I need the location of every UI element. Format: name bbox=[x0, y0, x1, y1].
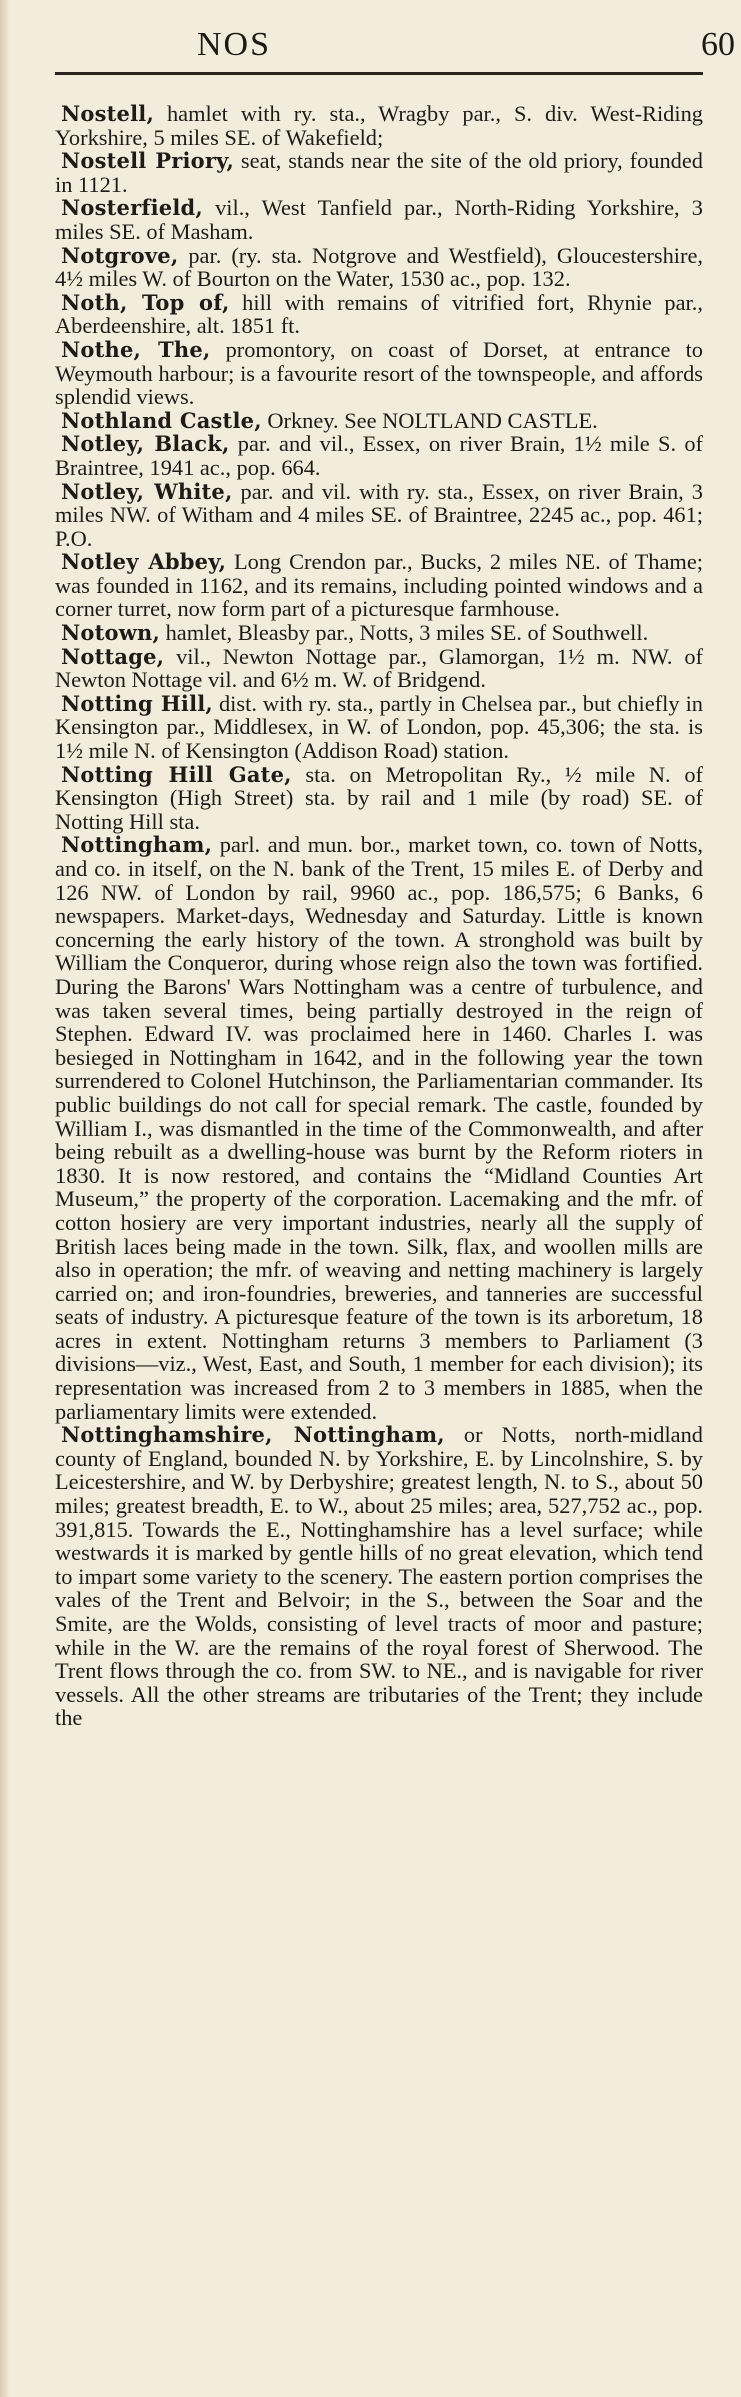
entry-text: par. and vil. with ry. sta., Essex, on river Brain, 3 miles NW. of Witham and 4 miles SE. of Braintree, 2245 ac., pop. 461; P.O. bbox=[55, 478, 704, 551]
entry-headword: Notgrove, bbox=[61, 242, 179, 268]
entry-text: hill with remains of vitrified fort, Rhynie par., Aberdeenshire, alt. 1851 ft. bbox=[55, 289, 703, 339]
entry-headword: Nottinghamshire, Nottingham, bbox=[61, 1422, 445, 1448]
entry bbox=[55, 409, 703, 433]
entry bbox=[55, 244, 703, 291]
entry-headword: Notley Abbey, bbox=[61, 549, 227, 575]
entry-headword: Notting Hill Gate, bbox=[61, 761, 292, 787]
entry-text: Orkney. See NOLTLAND CASTLE. bbox=[261, 407, 598, 433]
entry-text: dist. with ry. sta., partly in Chelsea par., but chiefly in Kensington par., Middlesex, in W. of London, pop. 45,306; the sta. is 1½ mile N. of Kensington (Addison Road) station. bbox=[55, 690, 703, 764]
entry bbox=[55, 338, 703, 409]
entry-headword: Notley, White, bbox=[61, 478, 233, 504]
header-rule bbox=[55, 72, 703, 75]
entry-text: vil., West Tanfield par., North-Riding Yorkshire, 3 miles SE. of Masham. bbox=[55, 195, 703, 244]
entry-text: vil., Newton Nottage par., Glamorgan, 1½ m. NW. of Newton Nottage vil. and 6½ m. W. of Bridgend. bbox=[55, 643, 703, 693]
entry bbox=[55, 763, 703, 834]
entry-text: hamlet with ry. sta., Wragby par., S. div. West-Riding Yorkshire, 5 miles SE. of Wakefield; bbox=[55, 101, 703, 150]
entry-text: seat, stands near the site of the old priory, founded in 1121. bbox=[55, 148, 704, 197]
entry-headword: Notting Hill, bbox=[61, 690, 213, 716]
entry-text: parl. and mun. bor., market town, co. town of Notts, and co. in itself, on the N. bank of the Trent, 15 miles E. of Derby and 126 NW. of London by rail, 9960 ac., pop. 186,575; 6 Banks, 6 newspapers. Market-days, Wednesday and Saturday. Little is known concerning the early history of the town. A stronghold was built by William the Conqueror, during whose reign also the town was fortified. During the Barons' Wars Nottingham was a centre of turbulence, and was taken several times, being partially destroyed in the reign of Stephen. Edward IV. was proclaimed here in 1460. Charles I. was besieged in Nottingham in 1642, and in the following year the town surrendered to Colonel Hutchinson, the Parliamentarian commander. Its public buildings do not call for special remark. The castle, founded by William I., was dismantled in the time of the Commonwealth, and after being rebuilt as a dwelling-house was burnt by the Reform rioters in 1830. It is now restored, and contains the “Midland Counties Art Museum,” the property of the corporation. Lacemaking and the mfr. of cotton hosiery are very important industries, nearly all the supply of British laces being made in the town. Silk, flax, and woollen mills are also in operation; the mfr. of weaving and netting machinery is largely carried on; and iron-foundries, breweries, and tanneries are successful seats of industry. A picturesque feature of the town is its arboretum, 18 acres in extent. Nottingham returns 3 members to Parliament (3 divisions—viz., West, East, and South, 1 member for each division); its representation was increased from 2 to 3 members in 1885, when the parliamentary limits were extended. bbox=[55, 832, 703, 1424]
page-header bbox=[55, 0, 735, 72]
entry-text: sta. on Metropolitan Ry., ½ mile N. of Kensington (High Street) sta. by rail and 1 mile (by road) SE. of Notting Hill sta. bbox=[55, 761, 703, 834]
entry bbox=[55, 621, 703, 645]
entry-headword: Nostell, bbox=[61, 101, 154, 126]
entry bbox=[55, 692, 703, 763]
entry-headword: Nostell Priory, bbox=[61, 148, 235, 174]
entry-headword: Nottage, bbox=[61, 643, 165, 669]
entry-headword: Noth, Top of, bbox=[61, 289, 230, 315]
entry-text: par. (ry. sta. Notgrove and Westfield), Gloucestershire, 4½ miles W. of Bourton on the Water, 1530 ac., pop. 132. bbox=[55, 242, 703, 292]
entry-headword: Notley, Black, bbox=[61, 431, 230, 457]
entry bbox=[55, 833, 703, 1423]
entry bbox=[55, 480, 703, 551]
entry-text: promontory, on coast of Dorset, at entrance to Weymouth harbour; is a favourite resort of the townspeople, and affords splendid views. bbox=[55, 336, 703, 410]
page-number: 60 bbox=[701, 26, 735, 63]
entry bbox=[55, 149, 703, 196]
entry-headword: Nosterfield, bbox=[61, 195, 203, 221]
entry-text: par. and vil., Essex, on river Brain, 1½ mile S. of Braintree, 1941 ac., pop. 664. bbox=[55, 431, 703, 480]
gazetteer-entries bbox=[55, 72, 703, 1730]
entry bbox=[55, 102, 703, 149]
entry bbox=[55, 196, 703, 243]
entry-headword: Nothe, The, bbox=[61, 336, 211, 362]
entry-headword: Nottingham, bbox=[61, 832, 213, 858]
entry-text: or Notts, north-midland county of England, bounded N. by Yorkshire, E. by Lincolnshire, S. by Leicestershire, and W. by Derbyshire; greatest length, N. to S., about 50 miles; greatest breadth, E. to W., about 25 miles; area, 527,752 ac., pop. 391,815. Towards the E., Nottinghamshire has a level surface; while westwards it is marked by gentle hills of no great elevation, which tend to impart some variety to the scenery. The eastern portion comprises the vales of the Trent and Belvoir; in the S., between the Soar and the Smite, are the Wolds, consisting of level tracts of moor and pasture; while in the W. are the remains of the royal forest of Sherwood. The Trent flows through the co. from SW. to NE., and is navigable for river vessels. All the other streams are tributaries of the Trent; they include the bbox=[55, 1422, 703, 1731]
running-head: NOS bbox=[197, 26, 272, 63]
entry bbox=[55, 1423, 703, 1730]
entry bbox=[55, 550, 703, 621]
entry bbox=[55, 291, 703, 338]
page-edge-shadow bbox=[0, 0, 10, 2397]
entry-text: Long Crendon par., Bucks, 2 miles NE. of Thame; was founded in 1162, and its remains, including pointed windows and a corner turret, now form part of a picturesque farmhouse. bbox=[55, 549, 703, 622]
entry-headword: Notown, bbox=[61, 620, 160, 646]
entry-text: hamlet, Bleasby par., Notts, 3 miles SE. of Southwell. bbox=[159, 620, 649, 646]
entry-headword: Nothland Castle, bbox=[61, 407, 262, 433]
entry bbox=[55, 432, 703, 479]
entry bbox=[55, 645, 703, 692]
